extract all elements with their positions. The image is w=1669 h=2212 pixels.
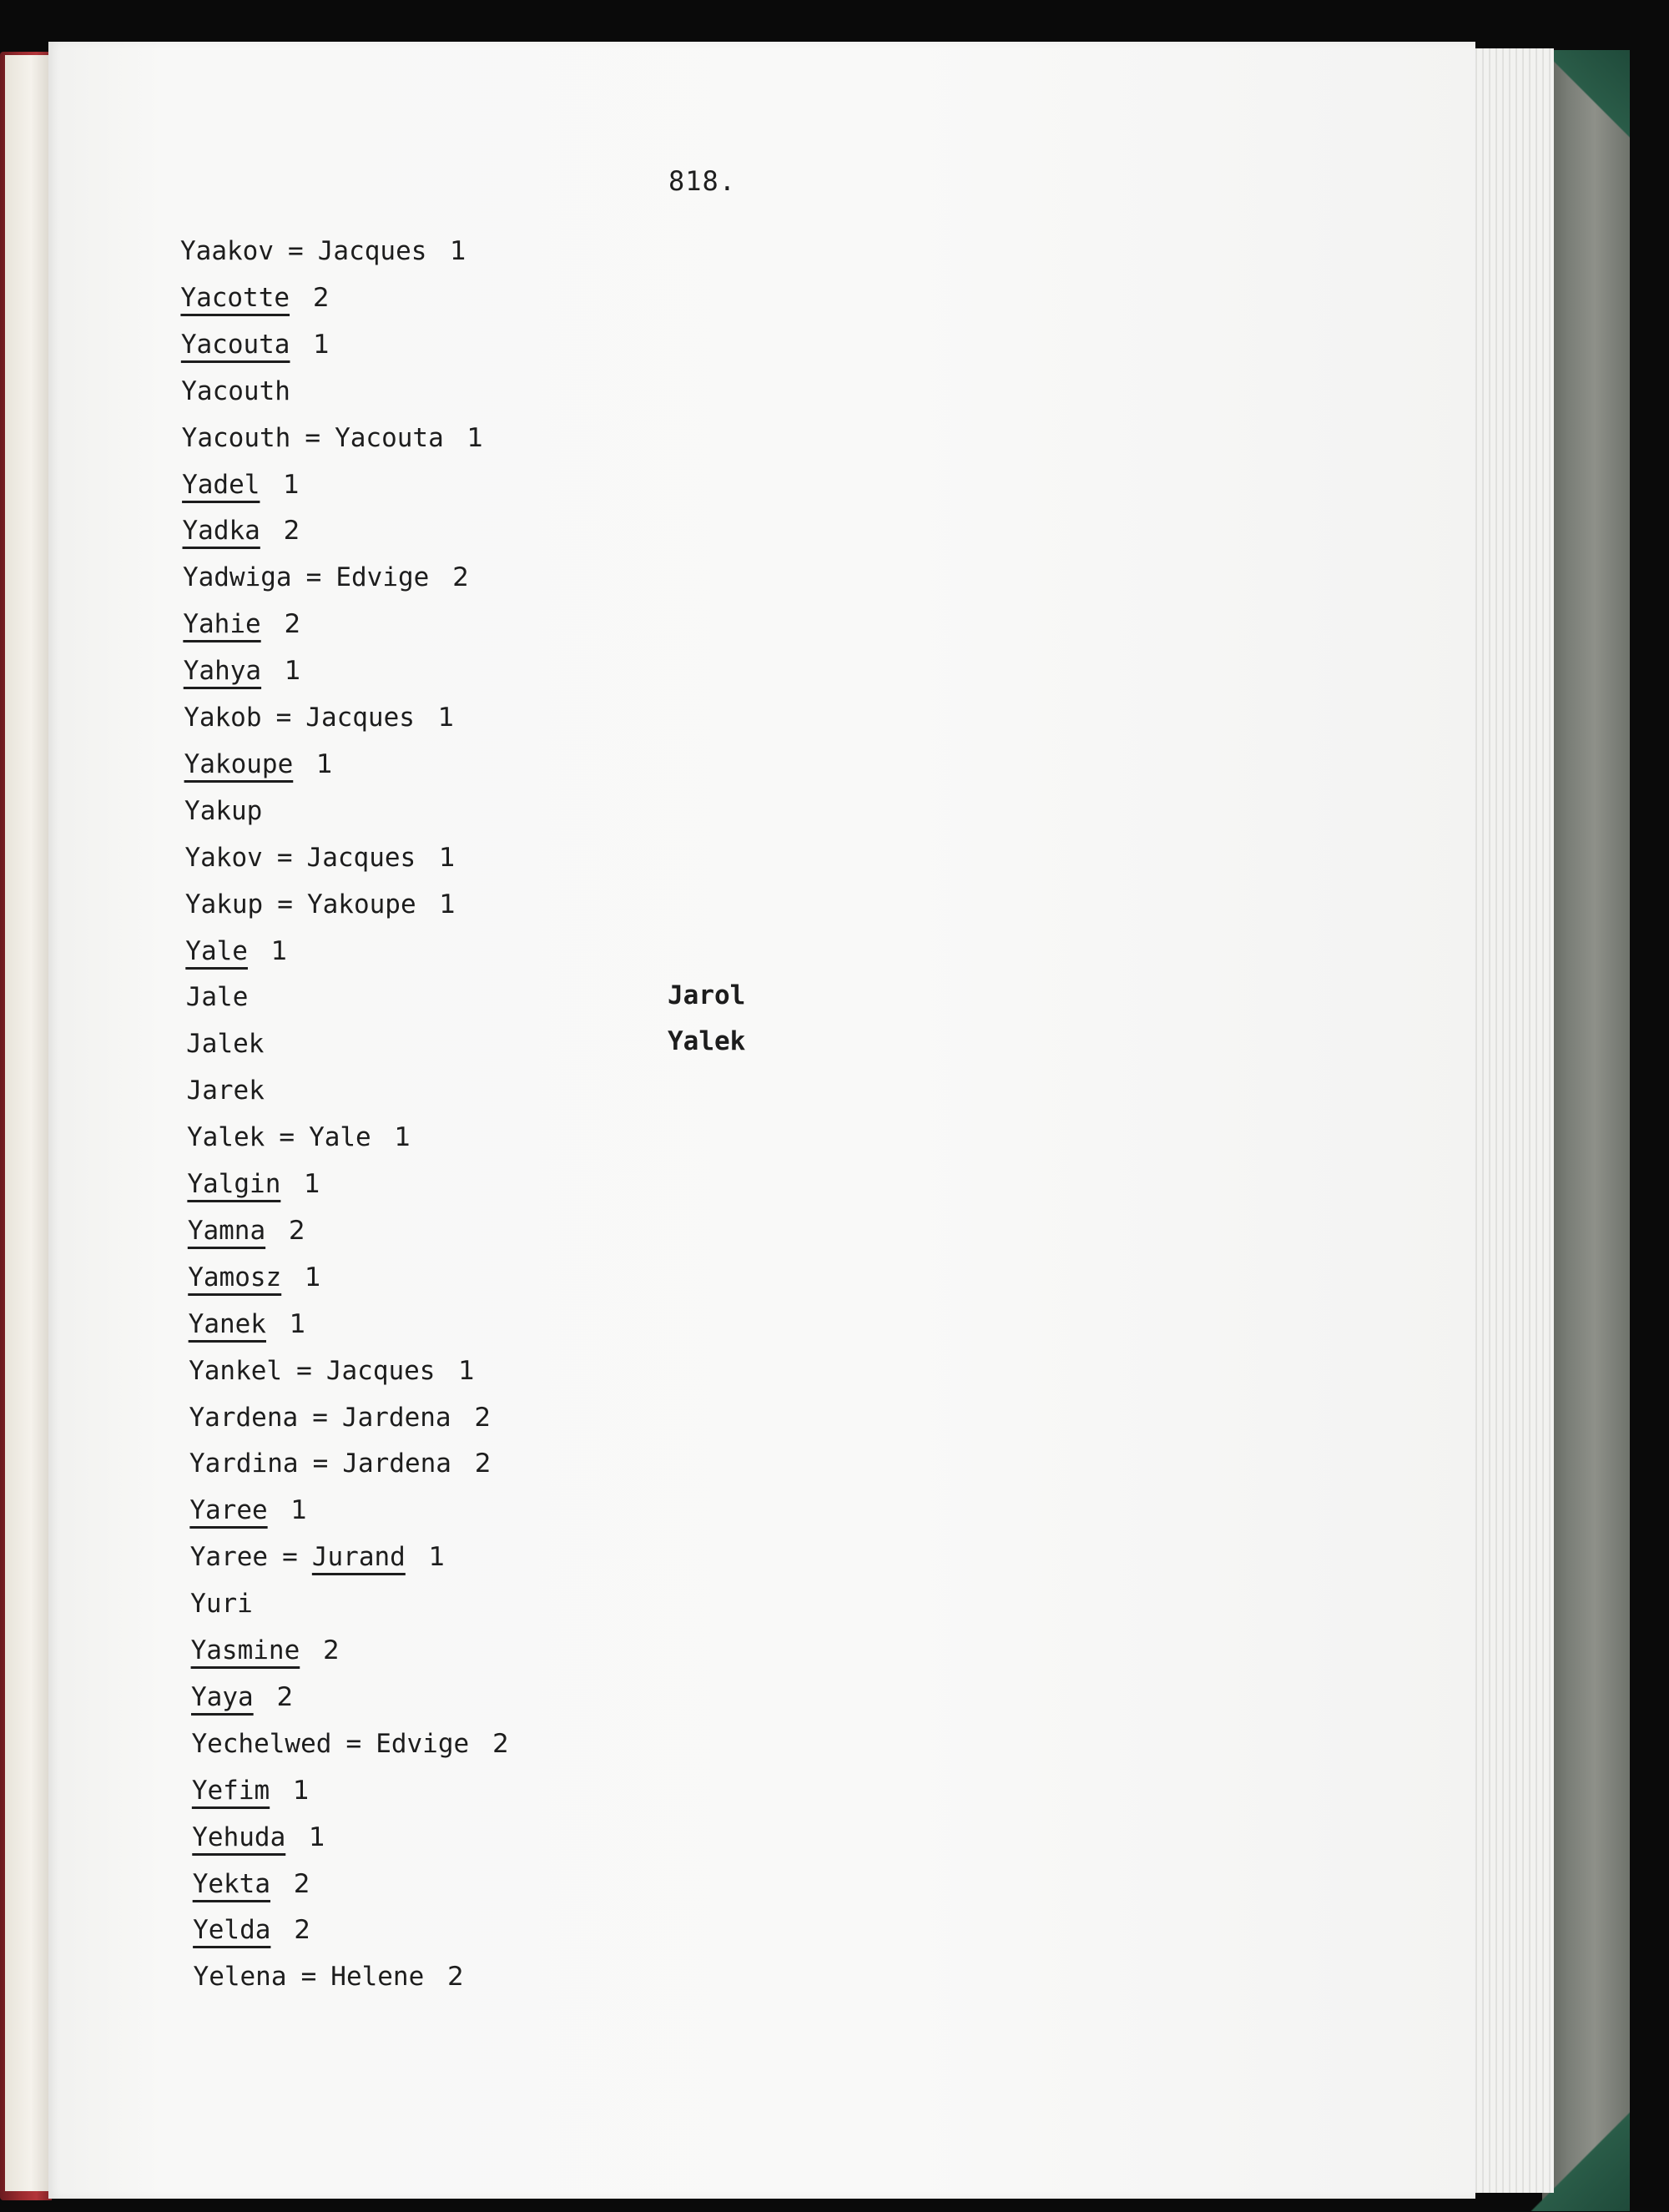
list-item: [192, 1822, 325, 1852]
list-item: [186, 1029, 264, 1059]
list-item: [183, 516, 300, 546]
entry-count: 1: [270, 935, 288, 966]
equals-sign: =: [277, 889, 293, 920]
list-item: [185, 889, 456, 920]
list-item: [184, 656, 301, 686]
entry-count: 2: [293, 1868, 310, 1899]
list-item: [188, 1216, 305, 1246]
list-item: [184, 843, 455, 873]
entry-count: 2: [312, 282, 330, 313]
list-item: [184, 796, 262, 826]
entry-count: 1: [293, 1775, 310, 1806]
entry-name: Jale: [185, 982, 249, 1013]
entry-name: Yefim: [191, 1775, 270, 1806]
list-item: [180, 236, 466, 266]
list-item: [189, 1449, 492, 1479]
list-item: [190, 1589, 253, 1619]
entry-name: Yahya: [183, 656, 262, 687]
entry-count: 1: [283, 469, 300, 500]
entry-count: 1: [284, 656, 301, 687]
entry-equivalent: Yacouta: [335, 422, 444, 453]
entry-name: Yaakov: [180, 236, 274, 266]
equals-sign: =: [276, 842, 293, 873]
entry-count: 2: [283, 516, 300, 547]
entry-count: 1: [450, 236, 467, 266]
list-item: [186, 982, 249, 1012]
list-item: [182, 423, 484, 453]
entry-count: 2: [447, 1962, 464, 1993]
entry-equivalent: Jacques: [305, 703, 415, 733]
entry-name: Yuri: [190, 1589, 253, 1620]
entry-name: Yadel: [182, 469, 260, 500]
entry-count: 2: [492, 1728, 509, 1759]
list-item: [181, 376, 290, 406]
equals-sign: =: [279, 1122, 295, 1153]
entry-count: 1: [313, 329, 330, 360]
entry-name: Yale: [185, 935, 248, 966]
entry-name: Yadka: [182, 516, 260, 547]
entry-name: Yaree: [189, 1495, 268, 1526]
entry-count: 1: [290, 1495, 308, 1526]
entry-count: 1: [437, 703, 455, 733]
entry-count: 2: [276, 1681, 294, 1712]
entry-name: Yaree: [189, 1542, 269, 1573]
entry-name: Yakov: [184, 842, 263, 873]
left-page-edge: [5, 55, 48, 2191]
list-item: [194, 1962, 464, 1992]
entry-name: Yehuda: [192, 1821, 286, 1852]
entry-name: Yardina: [189, 1449, 299, 1479]
entry-name: Yamosz: [188, 1262, 282, 1292]
list-item: [189, 1403, 492, 1433]
entry-equivalent: Edvige: [376, 1728, 470, 1759]
list-item: [187, 1169, 320, 1199]
list-item: [181, 330, 330, 360]
entry-count: 1: [394, 1122, 411, 1153]
side-word: Jarol: [668, 980, 746, 1010]
entry-name: Yanek: [188, 1308, 266, 1339]
entry-equivalent: Jacques: [317, 236, 427, 266]
equals-sign: =: [296, 1355, 312, 1386]
entry-name: Yasmine: [190, 1635, 300, 1665]
entry-count: 2: [294, 1915, 311, 1946]
equals-sign: =: [312, 1402, 328, 1433]
entry-name: Yadwiga: [182, 562, 292, 593]
entry-name: Yacouth: [181, 375, 290, 406]
entry-name: Yechelwed: [191, 1728, 332, 1759]
side-word: Yalek: [668, 1026, 746, 1056]
entry-equivalent: Jardena: [342, 1449, 451, 1479]
list-item: [180, 283, 329, 313]
list-item: [187, 1076, 265, 1106]
entry-equivalent: Jardena: [341, 1402, 451, 1433]
entry-count: 2: [474, 1449, 492, 1479]
entry-count: 1: [439, 842, 456, 873]
list-item: [191, 1729, 508, 1759]
entry-name: Yakup: [184, 795, 263, 826]
equals-sign: =: [288, 236, 304, 266]
entry-count: 2: [452, 562, 469, 593]
equals-sign: =: [282, 1542, 298, 1573]
document-page: [48, 42, 1475, 2199]
entry-equivalent: Jurand: [311, 1542, 406, 1573]
list-item: [191, 1635, 340, 1665]
entry-equivalent: Jacques: [325, 1355, 436, 1386]
entry-count: 1: [289, 1308, 306, 1339]
entry-count: 1: [305, 1262, 321, 1292]
list-item: [184, 749, 333, 779]
entry-count: 1: [309, 1821, 325, 1852]
list-item: [182, 470, 300, 500]
entry-count: 1: [466, 422, 484, 453]
entry-count: 1: [304, 1169, 320, 1199]
entry-name: Yacouta: [180, 329, 290, 360]
entry-equivalent: Edvige: [335, 562, 430, 593]
list-item: [187, 1122, 411, 1152]
list-item: [193, 1915, 310, 1945]
list-item: [190, 1542, 446, 1572]
list-item: [193, 1869, 310, 1899]
entry-count: 1: [458, 1355, 476, 1386]
entry-name: Yankel: [189, 1355, 283, 1386]
entry-name: Yelena: [193, 1962, 287, 1993]
entry-equivalent: Helene: [330, 1962, 425, 1993]
list-item: [185, 936, 287, 966]
page-stack-edge: [1469, 48, 1554, 2193]
entry-name: Yakoupe: [184, 748, 294, 779]
list-item: [183, 609, 300, 639]
page-number: 818.: [668, 165, 737, 197]
entry-name: Yakup: [184, 889, 264, 920]
equals-sign: =: [305, 562, 322, 593]
entry-count: 2: [284, 609, 301, 640]
equals-sign: =: [312, 1449, 329, 1479]
list-item: [188, 1262, 321, 1292]
entry-count: 1: [439, 889, 456, 920]
equals-sign: =: [305, 422, 321, 453]
equals-sign: =: [300, 1962, 317, 1993]
entry-name: Yacotte: [180, 282, 290, 313]
entry-equivalent: Jacques: [306, 842, 416, 873]
list-item: [191, 1682, 293, 1712]
entry-equivalent: Yakoupe: [306, 889, 416, 920]
entry-equivalent: Yale: [309, 1122, 371, 1153]
entry-name: Jarek: [186, 1076, 265, 1106]
entry-count: 2: [474, 1402, 492, 1433]
entry-name: Yahie: [183, 609, 261, 640]
entry-name: Jalek: [186, 1029, 265, 1060]
entry-count: 2: [323, 1635, 340, 1665]
entry-name: Yaya: [191, 1681, 254, 1712]
entry-name: Yalek: [186, 1122, 265, 1153]
entry-count: 1: [428, 1542, 446, 1573]
entry-name: Yalgin: [187, 1169, 281, 1199]
entry-count: 1: [316, 748, 333, 779]
list-item: [184, 703, 454, 733]
entry-name: Yardena: [189, 1402, 299, 1433]
list-item: [189, 1356, 475, 1386]
equals-sign: =: [345, 1728, 362, 1759]
entry-name: Yamna: [187, 1215, 266, 1246]
entry-name: Yakob: [184, 703, 262, 733]
list-item: [183, 562, 469, 592]
list-item: [189, 1309, 306, 1339]
equals-sign: =: [275, 703, 292, 733]
list-item: [192, 1776, 310, 1806]
entry-name: Yelda: [193, 1915, 271, 1946]
book-cover-right: [1542, 50, 1630, 2211]
entry-name: Yacouth: [181, 422, 291, 453]
entry-name: Yekta: [192, 1868, 271, 1899]
list-item: [189, 1495, 307, 1525]
entry-count: 2: [289, 1215, 305, 1246]
